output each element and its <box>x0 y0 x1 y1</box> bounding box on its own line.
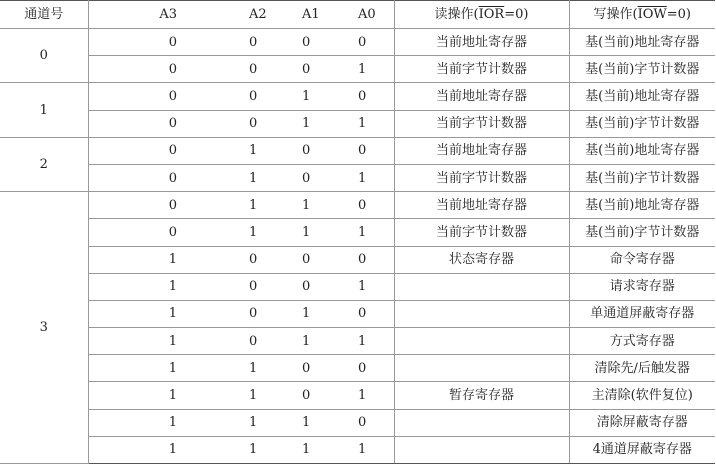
address-bit-a2: 1 <box>235 436 286 463</box>
address-bit-a0: 0 <box>340 355 394 382</box>
table-row <box>0 83 715 110</box>
read-register-cell: 当前地址寄存器 <box>394 137 569 164</box>
header-a2: A2 <box>235 1 286 29</box>
table-row <box>0 273 715 300</box>
address-bit-a2: 0 <box>235 246 286 273</box>
address-bit-a0: 1 <box>340 382 394 409</box>
address-bit-a0: 1 <box>340 56 394 83</box>
write-register-cell: 主清除(软件复位) <box>569 382 715 409</box>
table-row <box>0 29 715 56</box>
read-register-cell: 当前地址寄存器 <box>394 192 569 219</box>
address-bit-a0: 0 <box>340 29 394 56</box>
address-bit-a2: 1 <box>235 219 286 246</box>
write-register-cell: 基(当前)地址寄存器 <box>569 83 715 110</box>
address-bit-a1: 0 <box>286 56 340 83</box>
address-bit-a1: 0 <box>286 137 340 164</box>
write-register-cell: 基(当前)字节计数器 <box>569 56 715 83</box>
address-bit-a0: 1 <box>340 164 394 191</box>
address-bit-a0: 0 <box>340 246 394 273</box>
header-channel: 通道号 <box>0 1 88 29</box>
write-register-cell: 4通道屏蔽寄存器 <box>569 436 715 463</box>
address-bit-a1: 0 <box>286 29 340 56</box>
address-bit-a3: 1 <box>88 382 235 409</box>
address-bit-a3: 0 <box>88 192 235 219</box>
address-bit-a1: 0 <box>286 246 340 273</box>
table-body <box>0 29 715 464</box>
address-bit-a3: 1 <box>88 409 235 436</box>
write-register-cell: 命令寄存器 <box>569 246 715 273</box>
table-row <box>0 300 715 327</box>
address-bit-a0: 1 <box>340 436 394 463</box>
address-bit-a3: 1 <box>88 436 235 463</box>
read-register-cell: 状态寄存器 <box>394 246 569 273</box>
address-bit-a1: 1 <box>286 300 340 327</box>
address-bit-a2: 0 <box>235 29 286 56</box>
address-bit-a2: 0 <box>235 328 286 355</box>
address-bit-a1: 0 <box>286 273 340 300</box>
ior-signal: $\overline{IOR}$ <box>478 7 505 22</box>
address-bit-a0: 0 <box>340 300 394 327</box>
iow-signal: $\overline{IOW}$ <box>637 7 667 22</box>
table-row <box>0 56 715 83</box>
table-row <box>0 436 715 463</box>
address-bit-a2: 0 <box>235 56 286 83</box>
header-a3: A3 <box>88 1 235 29</box>
table-row <box>0 192 715 219</box>
read-register-cell: 当前字节计数器 <box>394 164 569 191</box>
address-bit-a3: 1 <box>88 273 235 300</box>
address-bit-a2: 0 <box>235 300 286 327</box>
write-register-cell: 请求寄存器 <box>569 273 715 300</box>
write-register-cell: 基(当前)字节计数器 <box>569 164 715 191</box>
address-bit-a2: 1 <box>235 409 286 436</box>
address-bit-a0: 1 <box>340 110 394 137</box>
header-row <box>0 1 715 29</box>
address-bit-a3: 0 <box>88 83 235 110</box>
channel-number: 3 <box>0 192 88 464</box>
write-register-cell: 基(当前)地址寄存器 <box>569 192 715 219</box>
write-register-cell: 方式寄存器 <box>569 328 715 355</box>
header-a1: A1 <box>286 1 340 29</box>
address-bit-a1: 1 <box>286 409 340 436</box>
address-bit-a1: 1 <box>286 110 340 137</box>
address-bit-a0: 0 <box>340 409 394 436</box>
address-bit-a0: 0 <box>340 192 394 219</box>
read-register-cell <box>394 328 569 355</box>
read-register-cell <box>394 355 569 382</box>
table-row <box>0 409 715 436</box>
table-row <box>0 246 715 273</box>
address-bit-a1: 1 <box>286 83 340 110</box>
address-bit-a1: 1 <box>286 328 340 355</box>
address-bit-a3: 0 <box>88 137 235 164</box>
address-bit-a3: 1 <box>88 300 235 327</box>
header-a0: A0 <box>340 1 394 29</box>
channel-number: 2 <box>0 137 88 191</box>
address-bit-a1: 1 <box>286 219 340 246</box>
address-bit-a0: 1 <box>340 328 394 355</box>
write-register-cell: 基(当前)字节计数器 <box>569 110 715 137</box>
address-bit-a3: 0 <box>88 29 235 56</box>
address-bit-a3: 1 <box>88 246 235 273</box>
write-register-cell: 单通道屏蔽寄存器 <box>569 300 715 327</box>
write-register-cell: 清除先/后触发器 <box>569 355 715 382</box>
table-row <box>0 219 715 246</box>
read-register-cell <box>394 409 569 436</box>
read-register-cell: 当前地址寄存器 <box>394 83 569 110</box>
read-register-cell: 暂存寄存器 <box>394 382 569 409</box>
read-register-cell: 当前字节计数器 <box>394 219 569 246</box>
table-row <box>0 382 715 409</box>
address-bit-a1: 0 <box>286 164 340 191</box>
write-register-cell: 基(当前)地址寄存器 <box>569 137 715 164</box>
address-bit-a3: 0 <box>88 219 235 246</box>
address-bit-a2: 1 <box>235 137 286 164</box>
address-bit-a1: 1 <box>286 436 340 463</box>
address-bit-a2: 0 <box>235 110 286 137</box>
address-bit-a0: 1 <box>340 219 394 246</box>
read-register-cell <box>394 300 569 327</box>
address-bit-a2: 1 <box>235 192 286 219</box>
address-bit-a1: 0 <box>286 355 340 382</box>
address-bit-a1: 1 <box>286 192 340 219</box>
address-bit-a0: 0 <box>340 137 394 164</box>
address-bit-a3: 0 <box>88 110 235 137</box>
write-register-cell: 基(当前)字节计数器 <box>569 219 715 246</box>
address-bit-a0: 0 <box>340 83 394 110</box>
address-bit-a0: 1 <box>340 273 394 300</box>
table-row <box>0 328 715 355</box>
read-register-cell: 当前字节计数器 <box>394 56 569 83</box>
table-row <box>0 164 715 191</box>
read-register-cell <box>394 273 569 300</box>
header-read-operation: 读操作$(\overline{IOR}=0)$ <box>394 1 569 29</box>
table-row <box>0 355 715 382</box>
channel-number: 0 <box>0 29 88 83</box>
write-register-cell: 清除屏蔽寄存器 <box>569 409 715 436</box>
address-bit-a1: 0 <box>286 382 340 409</box>
address-bit-a2: 1 <box>235 355 286 382</box>
read-register-cell: 当前地址寄存器 <box>394 29 569 56</box>
read-register-cell <box>394 436 569 463</box>
header-write-operation: 写操作$(\overline{IOW}=0)$ <box>569 1 715 29</box>
address-bit-a3: 0 <box>88 56 235 83</box>
channel-number: 1 <box>0 83 88 137</box>
table-row <box>0 110 715 137</box>
address-bit-a3: 1 <box>88 355 235 382</box>
address-bit-a3: 1 <box>88 328 235 355</box>
address-bit-a2: 1 <box>235 164 286 191</box>
address-bit-a2: 0 <box>235 273 286 300</box>
read-register-cell: 当前字节计数器 <box>394 110 569 137</box>
address-bit-a3: 0 <box>88 164 235 191</box>
table-row <box>0 137 715 164</box>
address-bit-a2: 1 <box>235 382 286 409</box>
write-register-cell: 基(当前)地址寄存器 <box>569 29 715 56</box>
address-bit-a2: 0 <box>235 83 286 110</box>
